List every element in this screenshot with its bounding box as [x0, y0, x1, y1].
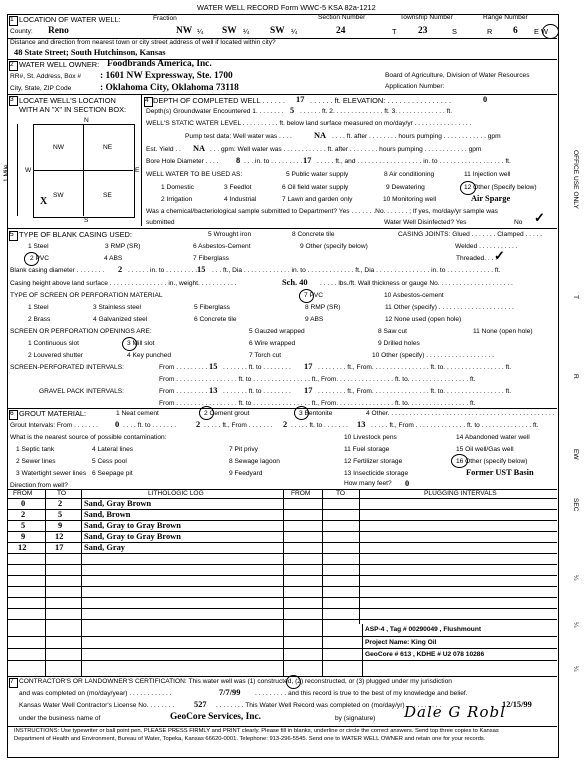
casing-8: 8 Concrete tile	[292, 231, 335, 238]
screen-10: 10 Asbestos-cement	[384, 292, 444, 299]
contam-5: 5 Cess pool	[92, 458, 127, 465]
grout-label: GROUT MATERIAL:	[19, 409, 87, 418]
certification-line-1: CONTRACTOR'S OR LANDOWNER'S CERTIFICATION: This water well was (1) constructed, (2) reconstructed, or (3) plugged under my jurisdiction	[19, 678, 452, 685]
side-q1: ¼	[572, 575, 579, 581]
rule	[8, 676, 557, 677]
log-desc-1: Sand, Brown	[84, 510, 131, 519]
casing-7: 7 Fiberglass	[193, 255, 229, 262]
contam-12: 12 Fertilizer storage	[344, 458, 403, 465]
sec2-number: 2	[10, 61, 14, 68]
gi-from1: 0	[115, 420, 120, 429]
casing-9: 9 Other (specify below)	[300, 243, 368, 250]
contam-15: 15 Oil well/Gas well	[456, 446, 514, 453]
screen-4: 4 Galvanized steel	[93, 316, 148, 323]
opening-1: 1 Continuous slot	[28, 340, 79, 347]
rule	[8, 94, 557, 95]
grout-intervals-label: Grout Intervals: From . . . . . . .	[10, 422, 98, 429]
casing-2-circle	[24, 252, 39, 266]
grout-4: 4 Other. . . . . . . . . . . . . . . . . . . . . . . . . . . . . . . . . . . . . . . . . . . . . .	[366, 410, 555, 417]
feet-label: How many feet?	[344, 480, 392, 487]
use-1: 1 Domestic	[161, 184, 194, 191]
log-from-0: 0	[21, 499, 26, 508]
log-to2-header: TO	[336, 490, 346, 497]
signature: Dale G Robl	[404, 703, 506, 721]
use-label: WELL WATER TO BE USED AS:	[146, 171, 243, 178]
location-x-mark: X	[40, 196, 48, 207]
log-plug-header: PLUGGING INTERVALS	[424, 490, 497, 497]
submitted-label: submitted	[146, 219, 175, 226]
rule	[8, 726, 557, 727]
w-circle	[542, 24, 559, 39]
casing-5: 5 Wrought iron	[208, 231, 252, 238]
log-from-1: 2	[21, 510, 26, 519]
log-litho-header: LITHOLOGIC LOG	[148, 490, 204, 497]
casing-3: 3 RMP (SR)	[105, 243, 141, 250]
gp-rest: . . . . . . . . ft., From. . . . . . . . . . . . . . . . ft. to. . . . . . . . . . . . . . . . . ft.	[318, 388, 512, 395]
use-10: 10 Monitoring well	[383, 196, 437, 203]
casing-welded: Welded . . . . . . . . . . .	[455, 243, 518, 250]
checkmark-disinfected-no: ✓	[534, 210, 545, 225]
log-to-0: 2	[58, 499, 63, 508]
grout-3-circle	[294, 406, 309, 420]
bore-diameter-value: 8	[236, 156, 241, 165]
yield-label: Est. Yield . .	[146, 146, 181, 153]
side-r: R	[572, 374, 579, 379]
blank-diameter-value: 2	[118, 265, 123, 274]
log-to-2: 9	[58, 521, 63, 530]
contam-8: 8 Sewage lagoon	[229, 458, 280, 465]
log-desc-4: Sand, Gray	[84, 543, 125, 552]
t-label: T	[392, 27, 397, 36]
sec3-number: 3	[10, 96, 14, 103]
range-value: 6	[513, 26, 518, 36]
casing-4: 4 ABS	[104, 255, 123, 262]
opening-4: 4 Key punched	[127, 352, 171, 359]
sec4-number: 4	[145, 97, 149, 104]
screen-material-label: TYPE OF SCREEN OR PERFORATION MATERIAL	[10, 292, 163, 299]
opening-10: 10 Other (specify) . . . . . . . . . . . . . . . . . . .	[372, 352, 495, 359]
pump-test-label: Pump test data: Well water was . . . .	[185, 133, 292, 140]
fraction-label: Fraction	[153, 15, 177, 22]
note-asp: ASP-4 , Tag # 00290049 , Flushmount	[365, 626, 482, 633]
distance-label: Distance and direction from nearest town or city street address of well if located within city?	[10, 39, 276, 46]
record-completed-label: . . . . . . . . This Water Well Record was completed on (mo/day/yr) . . . . . . . . . .	[216, 702, 442, 709]
log-desc-0: Sand, Gray Brown	[84, 499, 152, 508]
casing-joints: CASING JOINTS: Glued . . . . . . . Clamped . . . . .	[398, 231, 543, 238]
township-value: 23	[418, 26, 428, 36]
rule	[8, 597, 557, 598]
screen-8: 8 RMP (SR)	[305, 304, 341, 311]
opening-8: 8 Saw cut	[378, 328, 407, 335]
opening-5: 5 Gauzed wrapped	[249, 328, 305, 335]
log-to-header: TO	[57, 490, 67, 497]
certification-line-2a: and was completed on (mo/day/year) . . . . . . . . . . . .	[19, 690, 172, 697]
use-5: 5 Public water supply	[286, 171, 349, 178]
sec3-label-1: LOCATE WELL'S LOCATION	[19, 96, 116, 105]
pump-test-value: NA	[314, 131, 327, 140]
side-q3: ¼	[572, 666, 579, 672]
quarter-sym-2: ¼	[243, 27, 250, 36]
sec1-label: LOCATION OF WATER WELL:	[19, 15, 121, 24]
blank-rest: . . . ft., Dia . . . . . . . . . . . . . in. to . . . . . . . . . . . . . ft., Dia . . . . . . . . . . . . . . . in. to . . . . . . . . . . . . . ft.	[212, 267, 501, 274]
certification-line-2b: . . . . . . . . . and this record is true to the best of my knowledge and belief.	[255, 690, 468, 697]
sec5-number: 5	[10, 231, 14, 238]
city-label: City, State, ZIP Code	[10, 85, 72, 92]
sec1-number: 1	[10, 16, 14, 23]
quarter-sym-1: ¼	[197, 27, 204, 36]
blank-diameter-label: Blank casing diameter . . . . . . . .	[10, 267, 105, 274]
rule	[8, 586, 557, 587]
township-label: Township Number	[400, 14, 453, 21]
gp-ftto: . . . . . . . ft. to . . . . . . . .	[223, 388, 291, 395]
blank-casing-label: TYPE OF BLANK CASING USED:	[19, 230, 132, 239]
contam-13: 13 Insecticide storage	[344, 470, 409, 477]
feet-value: 0	[405, 479, 410, 488]
rule	[8, 564, 557, 565]
section-value: 24	[336, 26, 346, 36]
use-2: 2 Irrigation	[161, 196, 193, 203]
other-contam-value: Former UST Basin	[466, 468, 534, 477]
distance-value: 48 State Street; South Hutchinson, Kansas	[14, 48, 166, 57]
contam-7: 7 Pit privy	[229, 446, 258, 453]
contam-10: 10 Livestock pens	[344, 434, 397, 441]
log-from-4: 12	[18, 543, 27, 552]
screen-12: 12 None used (open hole)	[385, 316, 462, 323]
screen-5: 5 Fiberglass	[194, 304, 230, 311]
gi-from2: 2	[283, 420, 288, 429]
gi-to2: 13	[357, 420, 366, 429]
business-label: under the business name of	[19, 715, 101, 722]
rule	[33, 170, 133, 171]
r-label: R	[487, 27, 493, 36]
rule	[8, 408, 557, 409]
casing-height-label: Casing height above land surface . . . . . . . . . . . . . . . . in., weight. . . . . . . . . . .	[10, 280, 237, 287]
screen-7-circle	[299, 289, 314, 303]
quarter-3: SW	[270, 26, 285, 36]
casing-2: 2 PVC	[30, 255, 50, 262]
use-3: 3 Feedlot	[224, 184, 252, 191]
grout-1: 1 Neat cement	[116, 410, 159, 417]
sp-from-value: 15	[209, 362, 218, 371]
rule	[8, 575, 557, 576]
gi-c: . . . . . ft. to . . . . . . .	[291, 422, 348, 429]
screen-3: 3 Stainless steel	[93, 304, 142, 311]
rule	[8, 553, 557, 554]
screen-9: 9 ABS	[305, 316, 324, 323]
depth-label: DEPTH OF COMPLETED WELL . . . . . .	[153, 96, 285, 105]
section-box	[33, 124, 135, 218]
side-t: T	[572, 295, 579, 300]
gp-to-value: 17	[304, 386, 313, 395]
contam-1: 1 Septic tank	[16, 446, 55, 453]
pump-test-rest: . . . . ft. after . . . . . . . . hours pumping . . . . . . . . . . . . gpm	[332, 133, 501, 140]
casing-weight-value: Sch. 40	[282, 278, 308, 287]
blank-mid: . . . . . . in. to . . . . . . . . .	[128, 267, 198, 274]
bore-mid: . . . in. to . . . . . . . . .	[244, 158, 303, 165]
groundwater-label: Depth(s) Groundwater Encountered 1. . . . . . . .	[146, 108, 284, 115]
openings-label: SCREEN OR PERFORATION OPENINGS ARE:	[10, 328, 152, 335]
board-label: Board of Agriculture, Division of Water Resources	[385, 72, 530, 79]
rule	[8, 228, 557, 229]
casing-6: 6 Asbestos-Cement	[193, 243, 251, 250]
gp-from-value: 13	[209, 386, 218, 395]
opening-6: 6 Wire wrapped	[249, 340, 296, 347]
mile-label: 1 Mile	[3, 164, 10, 182]
compass-n: N	[84, 117, 89, 124]
gi-a: . . . . ft. to . . . . . . .	[123, 422, 177, 429]
disinfected-label: Water Well Disinfected? Yes	[384, 219, 467, 226]
city-value: : Oklahoma City, Oklahoma 73118	[100, 83, 239, 93]
gi-to1: 2	[196, 420, 201, 429]
side-sec: SEC	[572, 498, 579, 512]
license-value: 527	[194, 700, 207, 709]
s-label: S	[452, 27, 457, 36]
quad-se: SE	[103, 192, 112, 199]
note-geocore: GeoCore # 613 , KDHE # U2 078 10286	[365, 651, 485, 658]
use-8: 8 Air conditioning	[384, 171, 435, 178]
rule	[141, 94, 142, 226]
contam-6: 6 Seepage pit	[92, 470, 133, 477]
license-label: Kansas Water Well Contractor's License No. . . . . . . .	[19, 702, 175, 709]
range-label: Range Number	[483, 14, 528, 21]
gi-b: . . . . . ft., From . . . . . . .	[204, 422, 273, 429]
opening-3-circle	[122, 337, 137, 351]
quarter-2: SW	[222, 26, 237, 36]
screen-11: 11 Other (specify) . . . . . . . . . . . . . . . . . . . . .	[385, 304, 514, 311]
quarter-sym-3: ¼	[291, 27, 298, 36]
screen-6: 6 Concrete tile	[194, 316, 237, 323]
log-from-2: 5	[21, 521, 26, 530]
bore-depth-value: 17	[303, 156, 312, 165]
address-label: RR#, St. Address, Box #	[10, 73, 82, 80]
screen-intervals-label: SCREEN-PERFORATED INTERVALS:	[10, 364, 124, 371]
screen-2: 2 Brass	[28, 316, 51, 323]
use-9: 9 Dewatering	[386, 184, 425, 191]
screen-1: 1 Steel	[28, 304, 49, 311]
sp-rest: . . . . . . . . ft., From. . . . . . . . . . . . . . . . ft. to. . . . . . . . . . . . . . . . . ft.	[318, 364, 512, 371]
county-value: Reno	[48, 26, 69, 36]
grout-2: 2 Cement grout	[204, 410, 250, 417]
ew-label: E W	[534, 27, 548, 36]
use-11: 11 Injection well	[464, 171, 511, 178]
depth-value: 17	[296, 95, 305, 104]
signature-label: by (signature)	[335, 715, 376, 722]
contam-16: 16 Other (specify below)	[456, 458, 528, 465]
log-to-1: 5	[58, 510, 63, 519]
opening-2: 2 Louvered shutter	[28, 352, 83, 359]
groundwater-value: 5	[290, 106, 295, 115]
contam-14: 14 Abandoned water well	[456, 434, 530, 441]
blank-depth-value: 15	[197, 265, 206, 274]
note-project: Project Name: King Oil	[365, 639, 437, 646]
application-label: Application Number:	[385, 83, 445, 90]
instructions-line-1: INSTRUCTIONS: Use typewriter or ball point pen. PLEASE PRESS FIRMLY and PRINT clearly. Please fill in blanks, underline or circle the correct answers. Send top three copies to Kansas	[14, 728, 499, 734]
compass-w: W	[25, 167, 32, 174]
compass-s: S	[84, 217, 89, 224]
compass-e: E	[135, 167, 140, 174]
casing-1: 1 Steel	[28, 243, 49, 250]
side-ew: EW	[572, 449, 579, 460]
yield-value: NA	[193, 144, 206, 153]
instructions-line-2: Department of Health and Environment, Bureau of Water, Topeka, Kansas 66620-0001. Telephone: 913-296-5545. Send one to WATER WELL OWNER and retain one for your records.	[14, 736, 486, 742]
contam-9: 9 Feedyard	[229, 470, 263, 477]
contam-16-circle	[451, 454, 468, 468]
log-from2-header: FROM	[291, 490, 311, 497]
quad-ne: NE	[103, 144, 113, 151]
opening-7: 7 Torch cut	[249, 352, 282, 359]
contam-4: 4 Lateral lines	[92, 446, 134, 453]
gi-d: . . . . . ft., From . . . . . . . . . . . . . . ft. to . . . . . . . . . . . . . . ft.	[371, 422, 539, 429]
completed-date: 7/7/99	[219, 688, 241, 697]
contamination-label: What is the nearest source of possible contamination:	[10, 434, 167, 441]
rule	[8, 608, 557, 609]
log-desc-2: Sand, Gray to Gray Brown	[84, 521, 181, 530]
checkmark-threaded: ✓	[494, 248, 505, 263]
grout-3: 3 Bentonite	[299, 410, 333, 417]
groundwater-rest: . . . . . . ft. 2. . . . . . . . . . . . . . ft. 3. . . . . . . . . . . . . . ft.	[300, 108, 453, 115]
business-value: GeoCore Services, Inc.	[170, 712, 261, 722]
gp-row2: From . . . . . . . . . . . . . . . . . ft. to . . . . . . . . . . . . . . . . ft., From. . . . . . . . . . . . . . . . ft. to. . . . . . . . . . . . . . . . . ft.	[159, 400, 476, 407]
quad-sw: SW	[53, 192, 64, 199]
log-to-3: 12	[55, 532, 64, 541]
sp-from-label: From . . . . . . . . .	[159, 364, 208, 371]
county-label: County:	[10, 28, 33, 35]
direction-label: Direction from well?	[10, 482, 68, 489]
disinfected-no: No	[514, 219, 523, 226]
log-from-header: FROM	[13, 490, 33, 497]
casing-threaded: Threaded. . . .	[456, 255, 498, 262]
contam-2: 2 Sewer lines	[16, 458, 56, 465]
sec2-label: WATER WELL OWNER:	[19, 60, 100, 69]
log-from-3: 9	[21, 532, 26, 541]
other-use-value: Air Sparge	[471, 194, 511, 203]
sec7-number: 7	[10, 678, 14, 685]
log-desc-3: Sand, Gray to Gray Brown	[84, 532, 181, 541]
sp-to-value: 17	[304, 362, 313, 371]
casing-weight-rest: . . . . . lbs./ft. Wall thickness or gauge No. . . . . . . . . . . . . . . . . . . . .	[320, 280, 513, 287]
sec6-number: 6	[10, 410, 14, 417]
opening-9: 9 Drilled holes	[378, 340, 420, 347]
form-title: WATER WELL RECORD Form WWC-5 KSA 82a-1212	[197, 3, 376, 12]
elevation-value: 0	[483, 95, 488, 104]
chem-sample-label: Was a chemical/bacteriological sample submitted to Department? Yes . . . . . . .No. . . . . . . ; If yes, mo/day/yr sample was	[146, 208, 498, 215]
opening-3: 3 Mill slot	[127, 340, 155, 347]
contam-11: 11 Fuel storage	[344, 446, 390, 453]
record-completed-date: 12/15/99	[502, 700, 532, 709]
bore-rest: . . . . . ft., and . . . . . . . . . . . . . . . . . . in. to . . . . . . . . . . . . . . . . . . ft.	[317, 158, 511, 165]
depth-unit: . . . . . . ft. ELEVATION: . . . . . . . . . . . . . . . .	[310, 96, 451, 105]
rule	[8, 619, 557, 620]
gravel-pack-label: GRAVEL PACK INTERVALS:	[39, 388, 125, 395]
contam-3: 3 Watertight sewer lines	[16, 470, 87, 477]
grout-2-circle	[199, 406, 214, 420]
sp-ftto: . . . . . . . ft. to . . . . . . . .	[223, 364, 291, 371]
static-level-label: WELL'S STATIC WATER LEVEL . . . . . . . . . . ft. below land surface measured on mo/day/yr . . . . . . . . . . . . . . . .	[146, 120, 472, 127]
bore-label: Bore Hole Diameter . . . .	[146, 158, 219, 165]
rule	[17, 124, 18, 216]
use-12: 12 Other (Specify below)	[464, 184, 537, 191]
sec3-label-2: WITH AN "X" IN SECTION BOX:	[19, 105, 127, 114]
quarter-1: NW	[176, 26, 193, 36]
use-12-circle	[460, 181, 476, 195]
opening-11: 11 None (open hole)	[473, 328, 533, 335]
log-to-4: 17	[55, 543, 64, 552]
use-4: 4 Industrial	[224, 196, 257, 203]
use-6: 6 Oil field water supply	[282, 184, 349, 191]
address-value: : 1601 NW Expressway, Ste. 1700	[100, 71, 233, 81]
use-7: 7 Lawn and garden only	[282, 196, 353, 203]
constructed-circle	[286, 675, 301, 689]
gp-from-label: From . . . . . . . . .	[159, 388, 208, 395]
yield-rest: . . . gpm: Well water was . . . . . . . . . . . . ft. after . . . . . . . . hours pumping . . . . . . . . . . . . gpm	[210, 146, 482, 153]
side-q2: ¼	[572, 622, 579, 628]
sp-row2: From . . . . . . . . . . . . . . . . . ft. to . . . . . . . . . . . . . . . . ft., From. . . . . . . . . . . . . . . . ft. to. . . . . . . . . . . . . . . . . ft.	[159, 376, 476, 383]
office-use-only: OFFICE USE ONLY	[572, 150, 579, 209]
section-number-label: Section Number	[318, 14, 366, 21]
screen-7: 7 PVC	[304, 292, 324, 299]
quad-nw: NW	[53, 144, 64, 151]
owner-value: Foodbrands America, Inc.	[107, 59, 212, 69]
